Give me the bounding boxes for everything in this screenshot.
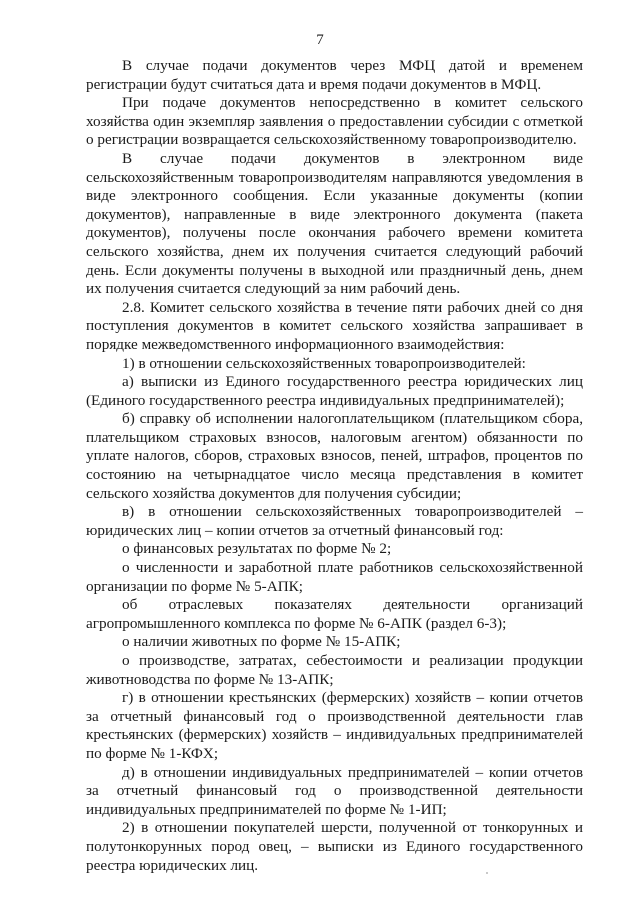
list-item-1v: в) в отношении сельскохозяйственных товаропроизводителей – юридических лиц – копии отчетов за отчетный финансовый год: <box>86 503 583 539</box>
paragraph-mfc-registration: В случае подачи документов через МФЦ датой и временем регистрации будут считаться дата и время подачи документов в МФЦ. <box>86 57 583 93</box>
sub-item-form-15-apk: о наличии животных по форме № 15-АПК; <box>122 633 401 651</box>
list-item-1d: д) в отношении индивидуальных предпринимателей – копии отчетов за отчетный финансовый год о производственной деятельности индивидуальных предпринимателей по форме № 1-ИП; <box>86 763 583 818</box>
sub-item-form-2: о финансовых результатах по форме № 2; <box>122 540 392 558</box>
page-number: 7 <box>316 32 324 48</box>
paragraph-direct-submission: При подаче документов непосредственно в комитет сельского хозяйства один экземпляр заявления о предоставлении субсидии с отметкой о регистрации возвращается сельскохозяйственному товаропроизводителю. <box>86 94 583 149</box>
list-item-1: 1) в отношении сельскохозяйственных товаропроизводителей: <box>122 354 526 372</box>
sub-item-form-5-apk: о численности и заработной плате работников сельскохозяйственной организации по форме № 5-АПК; <box>86 559 583 595</box>
scan-speck <box>486 872 488 874</box>
list-item-1a: а) выписки из Единого государственного реестра юридических лиц (Единого государственного реестра индивидуальных предпринимателей); <box>86 373 583 409</box>
paragraph-electronic-submission: В случае подачи документов в электронном виде сельскохозяйственным товаропроизводителям направляются уведомления в виде электронного сообщения. Если указанные документы (копии документов), направленные в виде электронного документа (пакета документов), получены после окончания рабочего времени комитета сельского хозяйства, днем их получения считается следующий рабочий день. Если документы получены в выходной или праздничный день, днем их получения считается следующий за ним рабочий день. <box>86 149 583 298</box>
sub-item-form-6-apk: об отраслевых показателях деятельности организаций агропромышленного комплекса по форме № 6-АПК (раздел 6-3); <box>86 596 583 632</box>
document-text <box>86 57 583 875</box>
list-item-1g: г) в отношении крестьянских (фермерских) хозяйств – копии отчетов за отчетный финансовый год о производственной деятельности глав крестьянских (фермерских) хозяйств – индивидуальных предпринимателей по форме № 1-КФХ; <box>86 689 583 762</box>
list-item-2: 2) в отношении покупателей шерсти, полученной от тонкорунных и полутонкорунных пород овец, – выписки из Единого государственного реестра юридических лиц. <box>86 819 583 874</box>
sub-item-form-13-apk: о производстве, затратах, себестоимости и реализации продукции животноводства по форме № 13-АПК; <box>86 652 583 688</box>
paragraph-2-8-intro: 2.8. Комитет сельского хозяйства в течение пяти рабочих дней со дня поступления документов в комитет сельского хозяйства запрашивает в порядке межведомственного информационного взаимодействия: <box>86 298 583 353</box>
list-item-1b: б) справку об исполнении налогоплательщиком (плательщиком сбора, плательщиком страховых взносов, налоговым агентом) обязанности по уплате налогов, сборов, страховых взносов, пеней, штрафов, процентов по состоянию на четырнадцатое число месяца представления в комитет сельского хозяйства документов для получения субсидии; <box>86 410 583 502</box>
